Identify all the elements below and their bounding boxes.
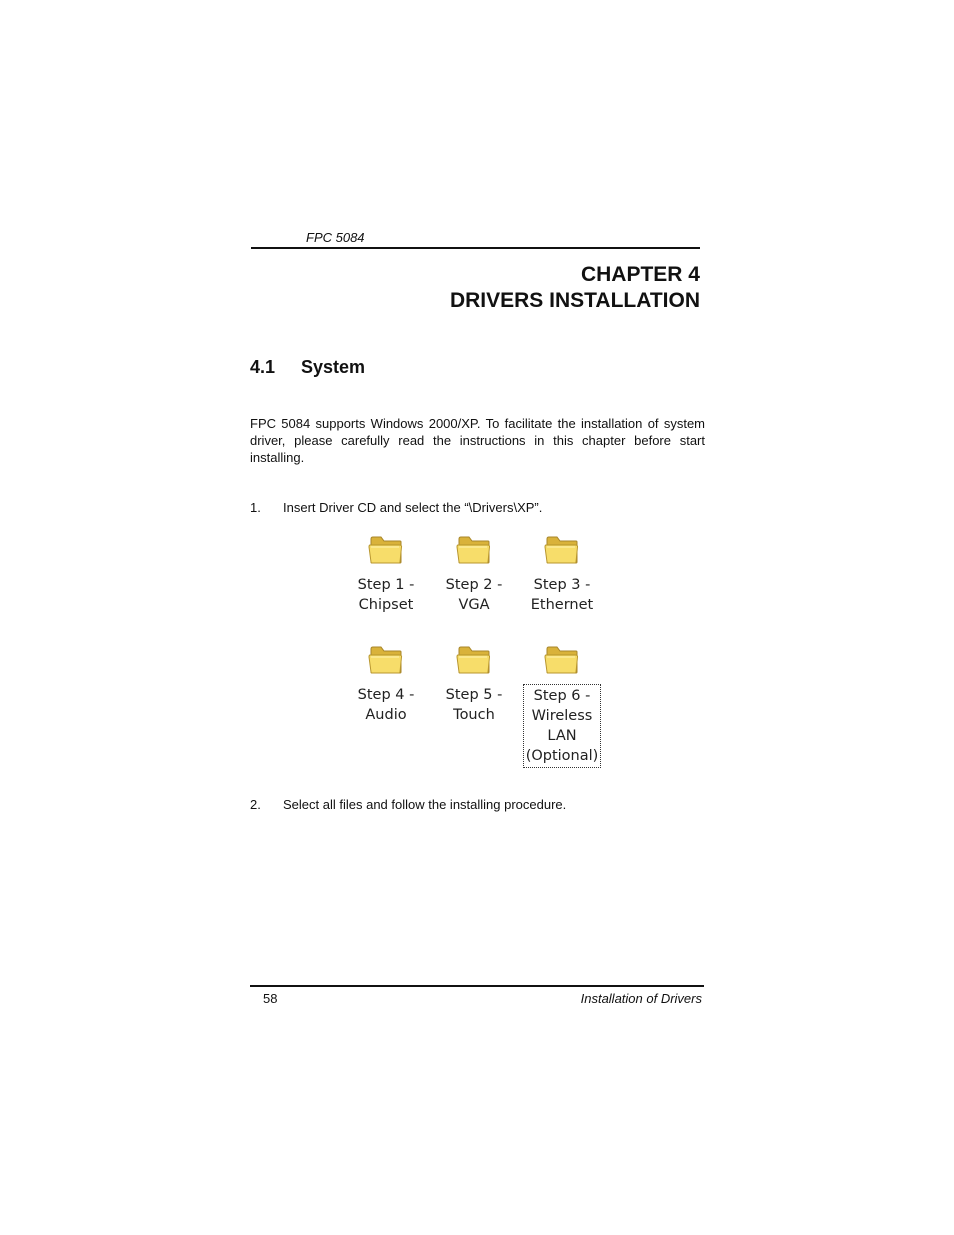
section-title: System [301, 357, 366, 377]
header-model: FPC 5084 [306, 230, 365, 245]
header-rule [251, 247, 700, 249]
folder-grid [342, 532, 606, 772]
folder-icon [456, 532, 492, 566]
step-number: 2. [250, 797, 261, 812]
chapter-name: DRIVERS INSTALLATION [449, 289, 700, 312]
section-number: 4.1 [250, 357, 276, 377]
intro-paragraph: FPC 5084 supports Windows 2000/XP. To facilitate the installation of system driver, please carefully read the instructions in this chapter before start installing. [250, 416, 705, 465]
chapter-title [450, 262, 700, 314]
footer-title: Installation of Drivers [580, 991, 702, 1006]
step-text: Select all files and follow the installing procedure. [283, 797, 567, 812]
folder-step-3-ethernet[interactable] [518, 532, 606, 616]
folder-label: Step 3 - Ethernet [530, 577, 594, 613]
step-item [250, 500, 542, 515]
folder-step-1-chipset[interactable] [342, 532, 430, 616]
folder-label: Step 2 - VGA [445, 577, 503, 613]
step-number: 1. [250, 500, 261, 515]
footer-rule [250, 985, 704, 987]
chapter-number: CHAPTER 4 [580, 263, 700, 286]
section-heading [250, 357, 365, 378]
folder-label: Step 1 - Chipset [357, 577, 415, 613]
folder-icon [456, 642, 492, 676]
folder-label: Step 4 - Audio [357, 687, 415, 723]
folder-icon [368, 532, 404, 566]
folder-step-2-vga[interactable] [430, 532, 518, 616]
page-number: 58 [263, 991, 278, 1006]
folder-icon [544, 532, 580, 566]
folder-icon [544, 642, 580, 676]
step-item [250, 797, 566, 812]
folder-step-5-touch[interactable] [430, 642, 518, 726]
folder-label-selected: Step 6 - Wireless LAN (Optional) [523, 684, 602, 768]
folder-icon [368, 642, 404, 676]
step-text: Insert Driver CD and select the “\Drivers\XP”. [283, 500, 543, 515]
folder-label: Step 5 - Touch [445, 687, 503, 723]
folder-step-6-wireless-lan[interactable] [518, 642, 606, 768]
folder-step-4-audio[interactable] [342, 642, 430, 726]
